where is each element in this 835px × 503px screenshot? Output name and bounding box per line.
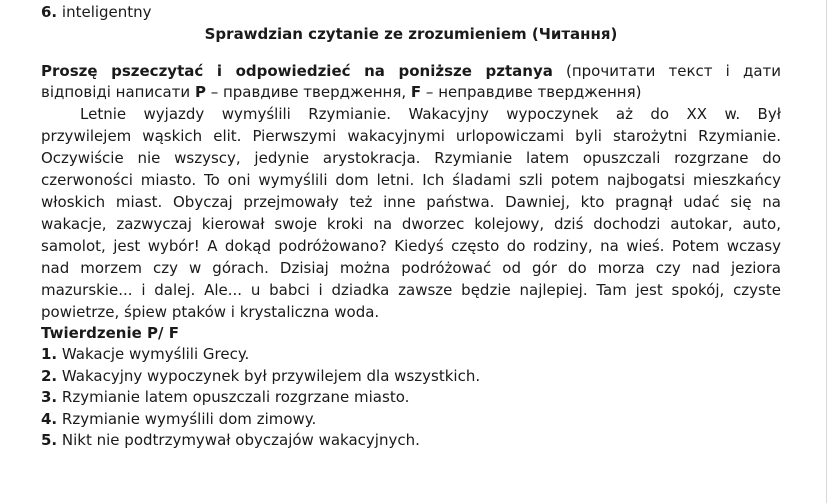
statement-text: Wakacje wymyślili Grecy. bbox=[57, 345, 250, 363]
item-6-number: 6. bbox=[41, 3, 58, 21]
instruction-text-a: відповіді написати bbox=[41, 83, 195, 101]
statement-item bbox=[41, 429, 420, 451]
worksheet-title: Sprawdzian czytanie ze zrozumieniem (Читання) bbox=[204, 25, 618, 43]
statement-number: 4. bbox=[41, 410, 58, 428]
statement-number: 5. bbox=[41, 431, 58, 449]
statement-number: 1. bbox=[41, 345, 58, 363]
passage-line: Oczywiście nie wszyscy, jedynie arystokracja. Rzymianie latem opuszczali rozgrzane do bbox=[41, 149, 781, 167]
statement-item bbox=[41, 365, 480, 387]
statement-text: Rzymianie wymyślili dom zimowy. bbox=[57, 410, 317, 428]
statements-heading: Twierdzenie P/ F bbox=[41, 324, 179, 342]
statement-number: 3. bbox=[41, 388, 58, 406]
passage-line: nad morzem czy w górach. Dzisiaj można podróżować od gór do morza czy nad jeziora bbox=[41, 259, 781, 277]
passage-line: samolot, jest wybór! A dokąd podróżowano? Kiedyś często do rodziny, na wieś. Potem wczasy bbox=[41, 237, 781, 255]
statement-text: Rzymianie latem opuszczali rozgrzane miasto. bbox=[57, 388, 410, 406]
instruction-text-c: – неправдиве твердження) bbox=[421, 83, 642, 101]
passage-line: wakacje, zazwyczaj kierował swoje kroki na dworzec kolejowy, dziś dochodzi autokar, auto, bbox=[41, 215, 781, 233]
instruction-text-b: – правдиве твердження, bbox=[205, 83, 411, 101]
passage-line: czerwoności miasto. To oni wymyślili dom letni. Ich śladami szli potem najbogatsi mieszkańcy bbox=[41, 171, 781, 189]
statement-text: Wakacyjny wypoczynek był przywilejem dla wszystkich. bbox=[57, 367, 481, 385]
instruction-f: F bbox=[410, 83, 422, 101]
instruction-line-1 bbox=[41, 60, 781, 82]
passage-line: mazurskie... i dalej. Ale... u babci i dziadka zawsze będzie najlepiej. Tam jest spokój, czyste bbox=[41, 281, 781, 299]
statement-number: 2. bbox=[41, 367, 58, 385]
page-edge-divider bbox=[826, 0, 827, 503]
statement-item bbox=[41, 408, 316, 430]
instruction-line-2 bbox=[41, 81, 641, 103]
instruction-rest: (прочитати текст і дати bbox=[552, 62, 782, 80]
statement-item bbox=[41, 386, 409, 408]
instruction-bold: Proszę pszeczytać i odpowiedzieć na poniższe pztanya bbox=[41, 62, 553, 80]
instruction-p: P bbox=[194, 83, 206, 101]
passage-line: powietrze, śpiew ptaków i krystaliczna woda. bbox=[41, 303, 380, 321]
passage-line: włoskich miast. Obyczaj przejmowały też inne państwa. Dawniej, kto pragnął udać się na bbox=[41, 193, 781, 211]
item-6 bbox=[41, 1, 152, 23]
passage-line: Letnie wyjazdy wymyślili Rzymianie. Wakacyjny wypoczynek aż do XX w. Był bbox=[80, 105, 781, 123]
passage-line: przywilejem wąskich elit. Pierwszymi wakacyjnymi urlopowiczami byli starożytni Rzymianie. bbox=[41, 127, 781, 145]
statement-text: Nikt nie podtrzymywał obyczajów wakacyjnych. bbox=[57, 431, 420, 449]
statement-item bbox=[41, 343, 249, 365]
item-6-text: inteligentny bbox=[57, 3, 152, 21]
